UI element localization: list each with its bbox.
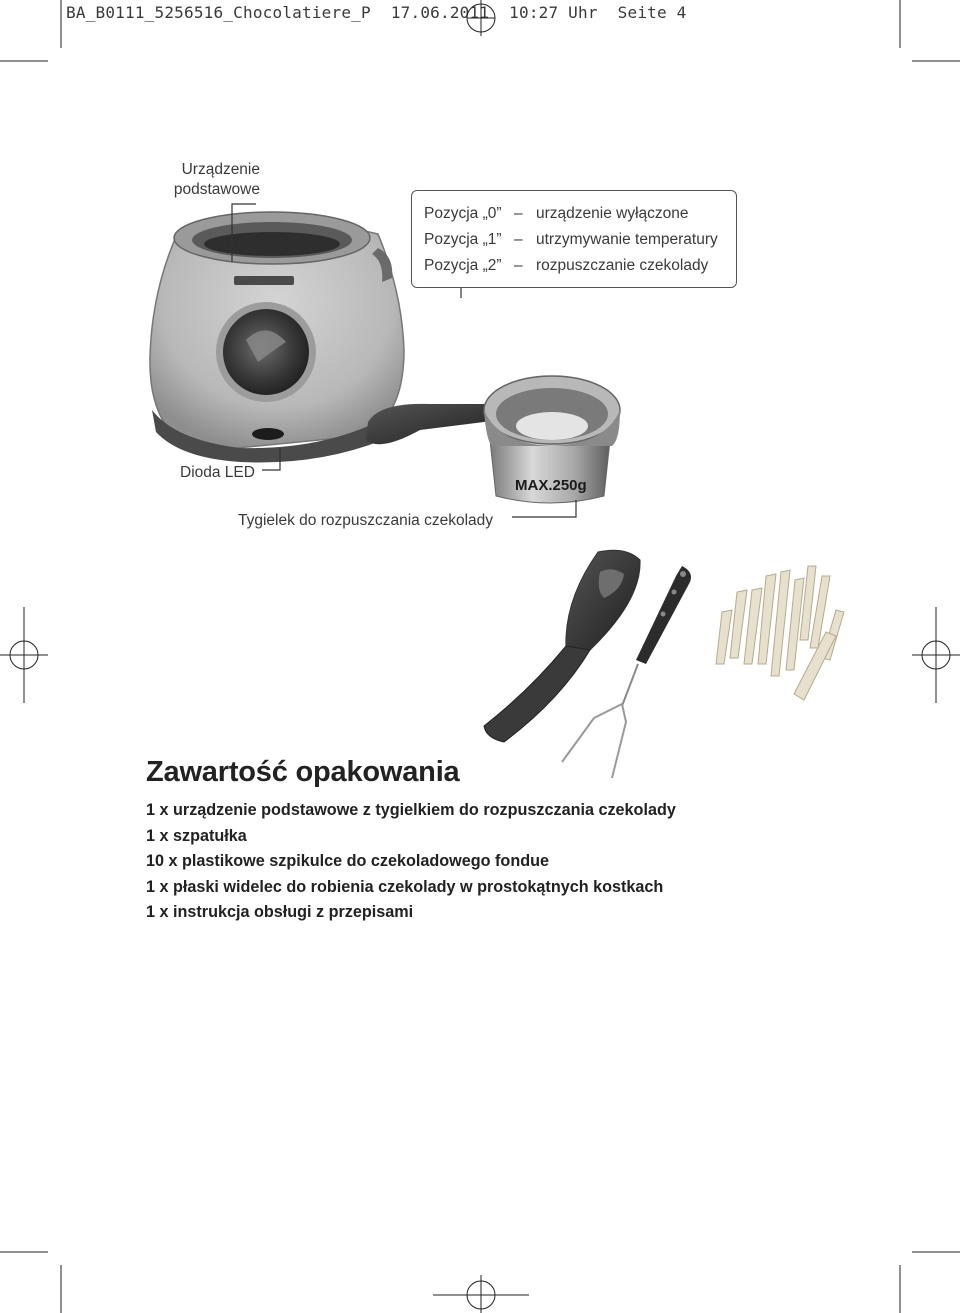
melting-pot bbox=[366, 376, 620, 503]
max-marking: MAX.250g bbox=[515, 477, 587, 494]
list-item: 1 x instrukcja obsługi z przepisami bbox=[146, 903, 414, 922]
header-filename: BA_B0111_5256516_Chocolatiere_P bbox=[66, 3, 371, 22]
position-label: Pozycja „0” bbox=[424, 205, 502, 222]
label-base-unit bbox=[140, 160, 260, 201]
positions-callout-box bbox=[411, 190, 737, 288]
position-label: Pozycja „1” bbox=[424, 231, 502, 248]
list-item: 1 x urządzenie podstawowe z tygielkiem do rozpuszczania czekolady bbox=[146, 801, 676, 819]
list-item: 10 x plastikowe szpikulce do czekoladowego fondue bbox=[146, 852, 549, 871]
label-crucible: Tygielek do rozpuszczania czekolady bbox=[238, 512, 494, 529]
brand-logo bbox=[234, 276, 294, 285]
label-base-unit-line2: podstawowe bbox=[173, 181, 260, 199]
position-row: Pozycja „2” – rozpuszczanie czekolady bbox=[424, 253, 736, 279]
package-contents-list bbox=[146, 798, 676, 926]
list-item: 1 x szpatułka bbox=[146, 826, 247, 845]
list-item: 1 x płaski widelec do robienia czekolady w prostokątnych kostkach bbox=[146, 877, 664, 896]
header-time: 10:27 Uhr bbox=[509, 3, 598, 22]
package-contents-title: Zawartość opakowania bbox=[146, 756, 460, 788]
header-page: Seite 4 bbox=[617, 3, 687, 22]
label-led: Dioda LED bbox=[180, 464, 255, 481]
chocolatier-base-unit bbox=[150, 212, 404, 463]
position-desc: rozpuszczanie czekolady bbox=[536, 257, 709, 274]
position-desc: urządzenie wyłączone bbox=[536, 205, 689, 222]
label-base-unit-line1: Urządzenie bbox=[181, 161, 260, 178]
position-label: Pozycja „2” bbox=[424, 257, 502, 274]
fondue-skewers bbox=[716, 566, 844, 700]
header-date: 17.06.2011 bbox=[390, 3, 490, 22]
position-row: Pozycja „0” – urządzenie wyłączone bbox=[424, 201, 736, 227]
led-indicator bbox=[252, 428, 284, 440]
position-desc: utrzymywanie temperatury bbox=[536, 231, 718, 248]
spatula bbox=[484, 550, 640, 742]
position-row: Pozycja „1” – utrzymywanie temperatury bbox=[424, 227, 736, 253]
